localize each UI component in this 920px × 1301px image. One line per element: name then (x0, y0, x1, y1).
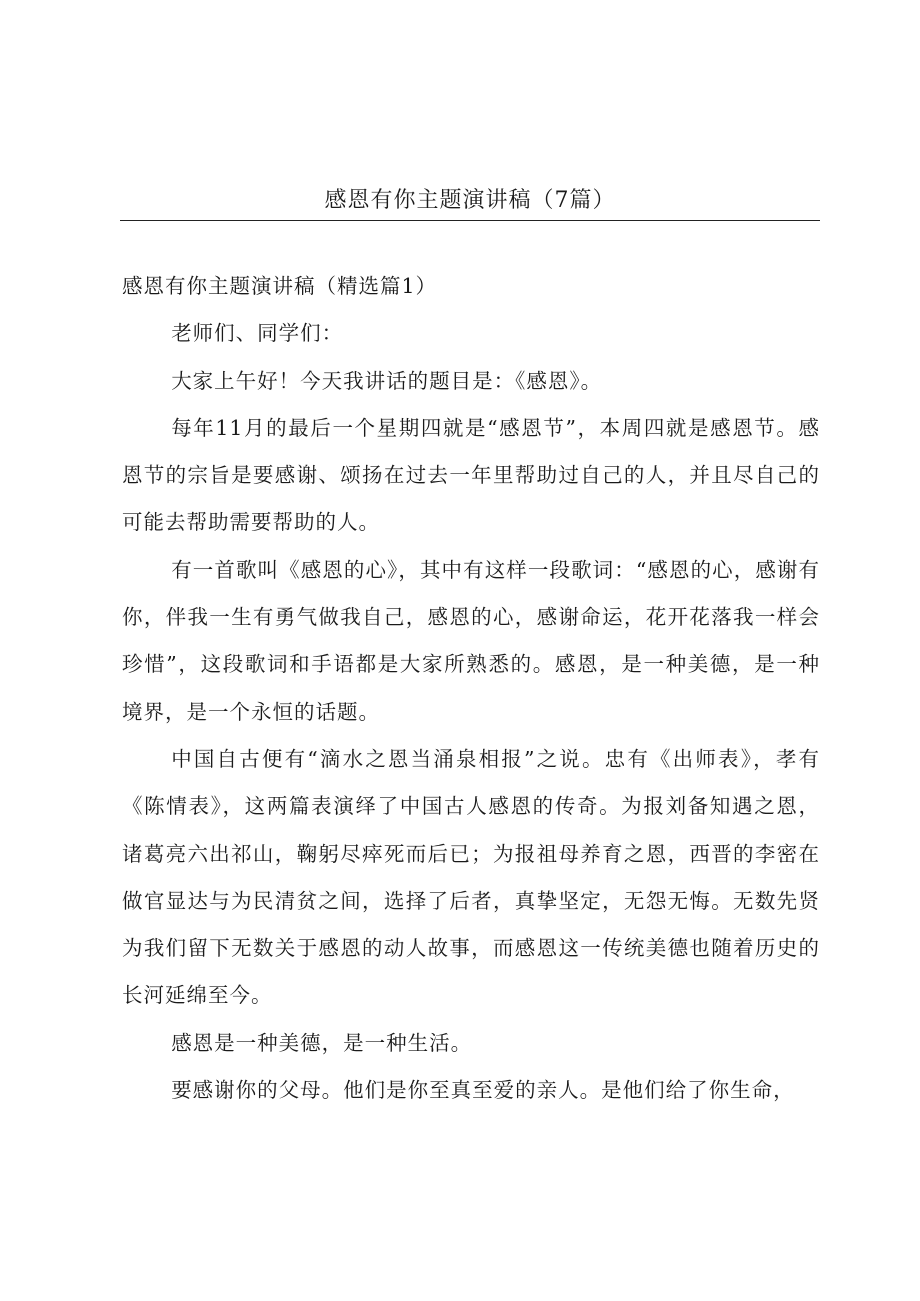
paragraph-history: 中国自古便有“滴水之恩当涌泉相报”之说。忠有《出师表》，孝有《陈情表》，这两篇表演绎了中国古人感恩的传奇。为报刘备知遇之恩，诸葛亮六出祁山，鞠躬尽瘁死而后已；为报祖母养育之恩，西晋的李密在做官显达与为民清贫之间，选择了后者，真挚坚定，无怨无悔。无数先贤为我们留下无数关于感恩的动人故事，而感恩这一传统美德也随着历史的长河延绵至今。 (122, 746, 820, 1008)
paragraph-thanksgiving: 每年11月的最后一个星期四就是“感恩节”，本周四就是感恩节。感恩节的宗旨是要感谢、颂扬在过去一年里帮助过自己的人，并且尽自己的可能去帮助需要帮助的人。 (122, 415, 820, 535)
paragraph-greeting: 老师们、同学们： (171, 321, 344, 346)
title-underline (120, 220, 820, 221)
paragraph-parents: 要感谢你的父母。他们是你至真至爱的亲人。是他们给了你生命， (171, 1078, 795, 1103)
document-title: 感恩有你主题演讲稿（7篇） (324, 188, 616, 213)
paragraph-opening: 大家上午好！今天我讲话的题目是：《感恩》。 (171, 368, 603, 393)
paragraph-virtue: 感恩是一种美德，是一种生活。 (171, 1030, 473, 1055)
paragraph-song: 有一首歌叫《感恩的心》，其中有这样一段歌词：“感恩的心，感谢有你，伴我一生有勇气做我自己，感恩的心，感谢命运，花开花落我一样会珍惜”，这段歌词和手语都是大家所熟悉的。感恩，是一种美德，是一种境界，是一个永恒的话题。 (122, 557, 820, 724)
section-heading: 感恩有你主题演讲稿（精选篇1） (122, 274, 438, 298)
document-body (122, 263, 820, 1114)
